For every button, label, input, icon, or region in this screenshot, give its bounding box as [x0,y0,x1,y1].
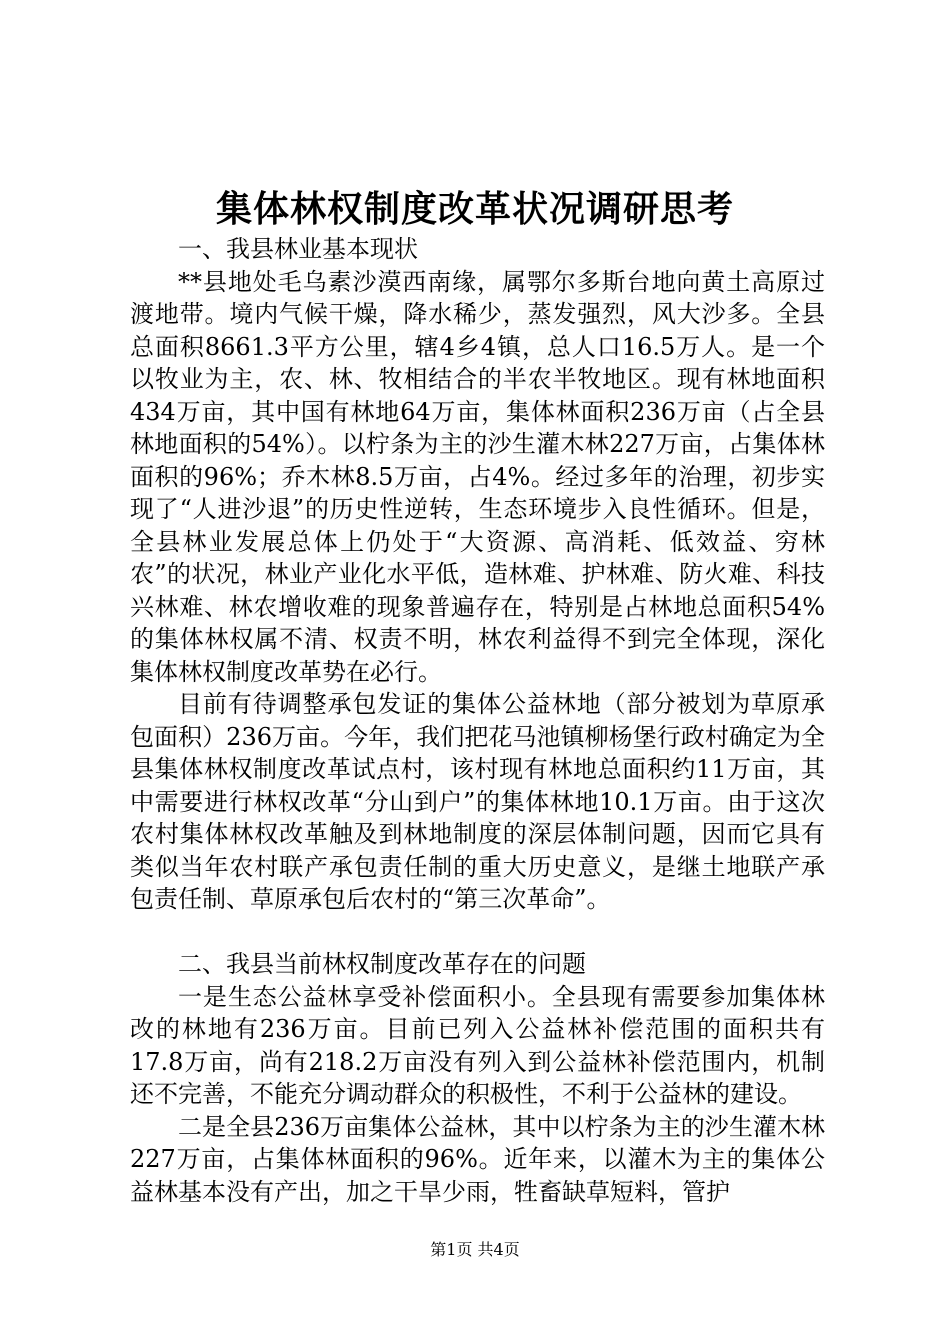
document-body [130,233,825,1208]
paragraph-gap [130,916,825,949]
page-footer: 第1页 共4页 [430,1240,520,1259]
paragraph: 二是全县236万亩集体公益林，其中以柠条为主的沙生灌木林227万亩，占集体林面积的96%。近年来，以灌木为主的集体公益林基本没有产出，加之干旱少雨，牲畜缺草短料，管护 [130,1112,825,1206]
section-heading-1: 一、我县林业基本现状 [178,235,418,263]
paragraph: 目前有待调整承包发证的集体公益林地（部分被划为草原承包面积）236万亩。今年，我们把花马池镇柳杨堡行政村确定为全县集体林权制度改革试点村，该村现有林地总面积约11万亩，其中需要进行林权改革“分山到户”的集体林地10.1万亩。由于这次农村集体林权改革触及到林地制度的深层体制问题，因而它具有类似当年农村联产承包责任制的重大历史意义，是继土地联产承包责任制、草原承包后农村的“第三次革命”。 [130,690,825,913]
document-title: 集体林权制度改革状况调研思考 [215,188,734,230]
paragraph: 一是生态公益林享受补偿面积小。全县现有需要参加集体林改的林地有236万亩。目前已列入公益林补偿范围的面积共有17.8万亩，尚有218.2万亩没有列入到公益林补偿范围内，机制还不完善，不能充分调动群众的积极性，不利于公益林的建设。 [130,982,825,1108]
paragraph: **县地处毛乌素沙漠西南缘，属鄂尔多斯台地向黄土高原过渡地带。境内气候干燥，降水稀少，蒸发强烈，风大沙多。全县总面积8661.3平方公里，辖4乡4镇，总人口16.5万人。是一个以牧业为主，农、林、牧相结合的半农半牧地区。现有林地面积434万亩，其中国有林地64万亩，集体林面积236万亩（占全县林地面积的54%）。以柠条为主的沙生灌木林227万亩，占集体林面积的96%；乔木林8.5万亩，占4%。经过多年的治理，初步实现了“人进沙退”的历史性逆转，生态环境步入良性循环。但是，全县林业发展总体上仍处于“大资源、高消耗、低效益、穷林农”的状况，林业产业化水平低，造林难、护林难、防火难、科技兴林难、林农增收难的现象普遍存在，特别是占林地总面积54%的集体林权属不清、权责不明，林农利益得不到完全体现，深化集体林权制度改革势在必行。 [130,267,825,686]
section-heading-2: 二、我县当前林权制度改革存在的问题 [178,950,586,978]
